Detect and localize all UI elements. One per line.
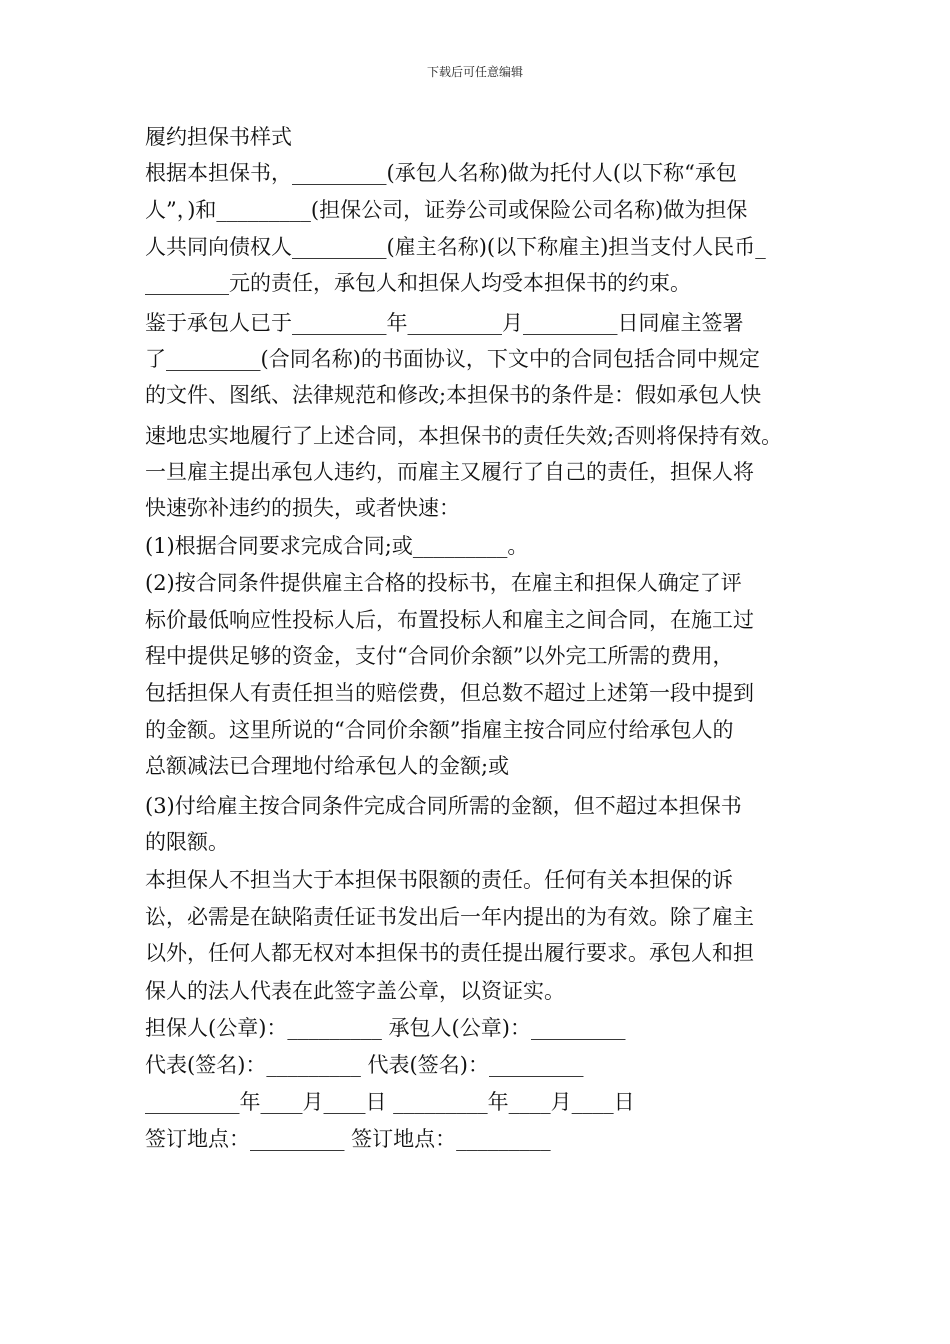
body-line: 鉴于承包人已于_________年_________月_________日同雇主签署 (145, 311, 744, 335)
body-line: 速地忠实地履行了上述合同，本担保书的责任失效;否则将保持有效。 (145, 424, 783, 448)
body-line: 讼，必需是在缺陷责任证书发出后一年内提出的为有效。除了雇主 (145, 905, 754, 929)
body-line: 了_________(合同名称)的书面协议，下文中的合同包括合同中规定 (145, 347, 760, 371)
body-line: 一旦雇主提出承包人违约，而雇主又履行了自己的责任，担保人将 (145, 460, 754, 484)
body-line: 的限额。 (145, 830, 229, 854)
body-line: ________元的责任，承包人和担保人均受本担保书的约束。 (145, 271, 691, 295)
body-line: 程中提供足够的资金，支付“合同价余额”以外完工所需的费用， (145, 644, 734, 668)
body-line: 根据本担保书，_________(承包人名称)做为托付人(以下称“承包 (145, 161, 737, 185)
signature-line-places: 签订地点：_________ 签订地点：_________ (145, 1127, 551, 1151)
body-line: 总额减法已合理地付给承包人的金额;或 (145, 754, 510, 778)
body-line: (1)根据合同要求完成合同;或_________。 (145, 534, 529, 558)
document-title: 履约担保书样式 (145, 125, 292, 149)
body-line: 本担保人不担当大于本担保书限额的责任。任何有关本担保的诉 (145, 868, 733, 892)
body-line: 的金额。这里所说的“合同价余额”指雇主按合同应付给承包人的 (145, 718, 734, 742)
body-line: 保人的法人代表在此签字盖公章，以资证实。 (145, 979, 565, 1003)
body-line: 标价最低响应性投标人后，布置投标人和雇主之间合同，在施工过 (145, 608, 754, 632)
signature-line-representatives: 代表(签名)：_________ 代表(签名)：_________ (145, 1053, 584, 1077)
body-line: 以外，任何人都无权对本担保书的责任提出履行要求。承包人和担 (145, 941, 754, 965)
signature-line-dates: _________年____月____日 _________年____月____日 (145, 1090, 635, 1114)
body-line: 包括担保人有责任担当的赔偿费，但总数不超过上述第一段中提到 (145, 681, 754, 705)
body-line: 的文件、图纸、法律规范和修改;本担保书的条件是：假如承包人快 (145, 383, 762, 407)
body-line: 人共同向债权人_________(雇主名称)(以下称雇主)担当支付人民币_ (145, 235, 766, 259)
body-line: 人”，)和_________(担保公司，证券公司或保险公司名称)做为担保 (145, 198, 748, 222)
body-line: (3)付给雇主按合同条件完成合同所需的金额，但不超过本担保书 (145, 794, 742, 818)
signature-line-guarantor-contractor: 担保人(公章)：_________ 承包人(公章)：_________ (145, 1016, 626, 1040)
body-line: 快速弥补违约的损失，或者快速： (145, 496, 460, 520)
page-header-note: 下载后可任意编辑 (426, 65, 523, 79)
body-line: (2)按合同条件提供雇主合格的投标书，在雇主和担保人确定了评 (145, 571, 742, 595)
